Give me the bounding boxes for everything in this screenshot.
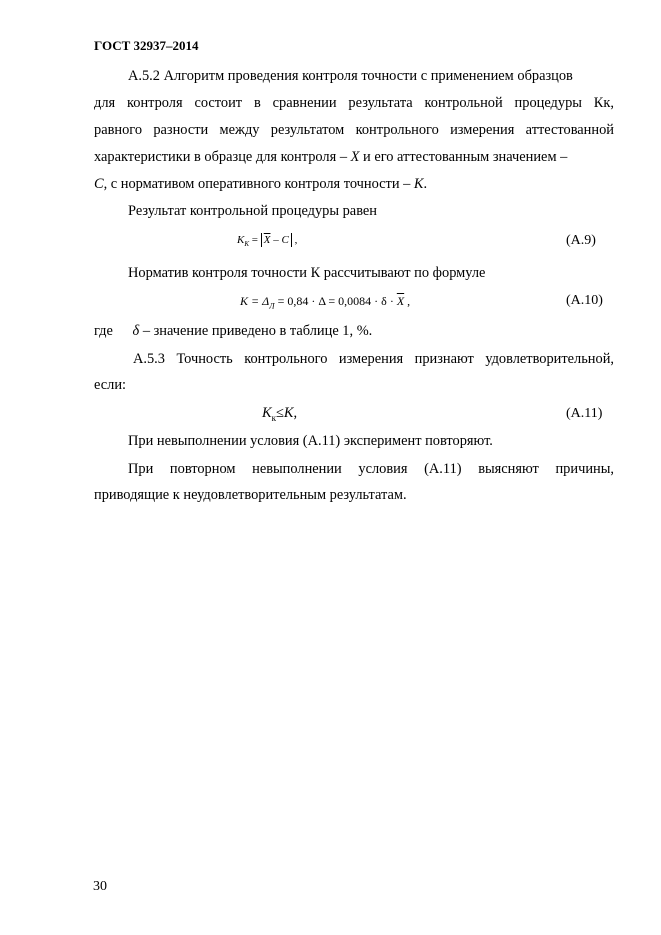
formula-a11-tail: , [293, 405, 298, 421]
formula-a10-number: (А.10) [566, 293, 603, 308]
formula-a11-rhs: K [283, 405, 294, 421]
para-a53-line2: если: [94, 377, 127, 393]
para-a52-line5-text: , с нормативом оперативного контроля точности – [103, 176, 414, 192]
where-text: – значение приведено в таблице 1, %. [139, 323, 373, 339]
para-a52-line1: А.5.2 Алгоритм проведения контроля точности с применением образцов [128, 68, 573, 84]
formula-a9-sub: K [244, 240, 250, 249]
formula-a10 [240, 294, 410, 310]
formula-a9 [237, 233, 297, 248]
formula-a11-rel: ≤ [275, 405, 284, 421]
result-line: Результат контрольной процедуры равен [128, 203, 377, 219]
para-a52-line3: равного разности между результатом контрольного измерения аттестованной [94, 122, 614, 138]
formula-a11 [262, 405, 297, 423]
symbol-delta: δ [132, 323, 140, 339]
symbol-x: X [350, 149, 360, 165]
formula-a9-tail: , [291, 234, 298, 246]
formula-a11-sub: к [271, 412, 276, 423]
formula-a11-number: (А.11) [566, 406, 603, 421]
para-a52-line4-text: характеристики в образце для контроля – [94, 149, 351, 165]
para-a52-line4-text2: и его аттестованным значением – [359, 149, 568, 165]
para-fail2-line1: При повторном невыполнении условия (А.11) выясняют причины, [128, 461, 614, 477]
para-fail1: При невыполнении условия (А.11) эксперимент повторяют. [128, 433, 493, 449]
formula-a9-eq: = [249, 234, 261, 246]
where-word: где [94, 323, 113, 339]
formula-a9-abs [261, 233, 292, 247]
formula-a9-xbar: $\overline{X}$ [263, 234, 271, 246]
para-a53-line1: А.5.3 Точность контрольного измерения признают удовлетворительной, [133, 351, 614, 367]
para-a52-line2: для контроля состоит в сравнении результата контрольной процедуры Кк, [94, 95, 614, 111]
formula-a9-lhs: K [237, 234, 245, 246]
formula-a9-number: (А.9) [566, 233, 596, 248]
symbol-c: C [94, 176, 104, 192]
formula-a9-minus: – C [270, 234, 289, 246]
document-header: ГОСТ 32937–2014 [94, 38, 199, 53]
formula-a10-lhs: K = Δ [240, 294, 270, 308]
where-line [94, 323, 372, 340]
para-fail2-line2: приводящие к неудовлетворительным результатам. [94, 487, 407, 503]
formula-a10-tail: , [404, 294, 411, 308]
para-a52-line4 [94, 149, 567, 166]
formula-a10-sub: Л [269, 301, 275, 311]
para-a52-line5 [94, 176, 427, 193]
formula-a10-xbar: $\overline{X}$ [396, 294, 405, 308]
symbol-k: K [413, 176, 424, 192]
formula-a11-lhs: К [262, 405, 272, 421]
normative-line: Норматив контроля точности К рассчитывают по формуле [128, 265, 486, 281]
formula-a10-rhs: = 0,84 · Δ = 0,0084 · δ · [274, 294, 397, 308]
para-a52-line5-end: . [423, 176, 428, 192]
page-number: 30 [93, 879, 107, 894]
